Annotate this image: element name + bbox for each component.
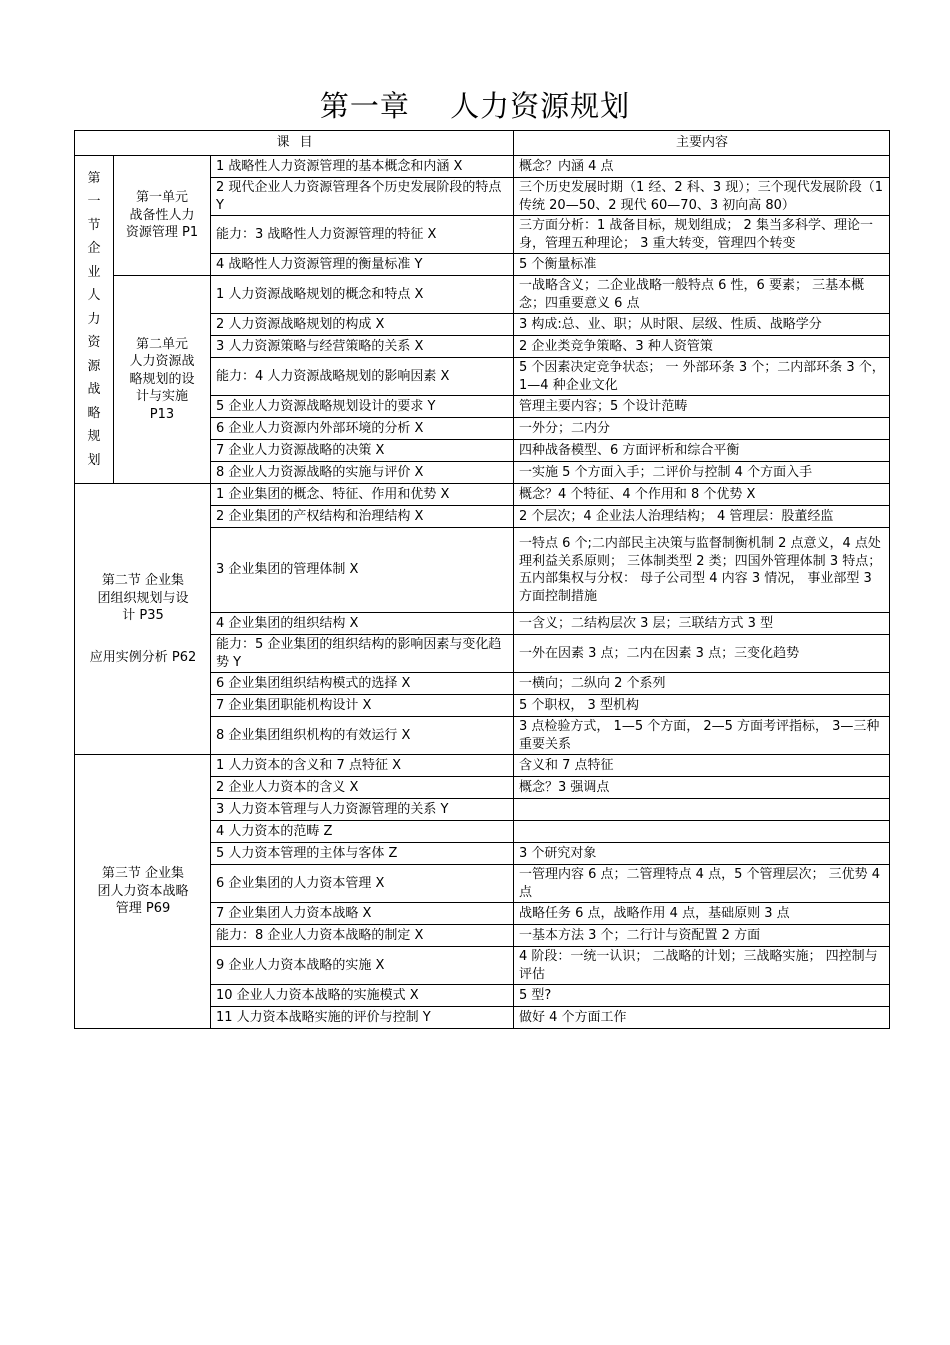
cell-line: 节 — [87, 217, 101, 233]
topic-cell: 7 企业集团人力资本战略 X — [211, 903, 514, 925]
topic-cell: 3 人力资源策略与经营策略的关系 X — [211, 336, 514, 358]
case-analysis-label: 应用实例分析 P62 — [89, 649, 197, 665]
cell-line: 源 — [87, 358, 101, 374]
cell-line: 第三节 企业集 — [101, 866, 185, 882]
header-content: 主要内容 — [514, 131, 890, 156]
cell-line: 战 — [87, 382, 101, 398]
content-cell: 2 个层次；4 企业法人治理结构； 4 管理层：股董经监 — [514, 506, 890, 528]
content-cell: 3 构成:总、业、职；从时限、层级、性质、战略学分 — [514, 314, 890, 336]
topic-cell: 1 人力资本的含义和 7 点特征 X — [211, 755, 514, 777]
cell-line: 业 — [87, 264, 101, 280]
content-cell: 概念？4 个特征、4 个作用和 8 个优势 X — [514, 484, 890, 506]
topic-cell: 能力：4 人力资源战略规划的影响因素 X — [211, 358, 514, 396]
content-cell: 含义和 7 点特征 — [514, 755, 890, 777]
unit-1-name — [114, 156, 211, 276]
header-course: 课 目 — [75, 131, 514, 156]
spacer — [80, 625, 206, 649]
cell-line: 计与实施 — [135, 389, 188, 405]
cell-line: P13 — [149, 406, 175, 422]
topic-cell: 5 人力资本管理的主体与客体 Z — [211, 843, 514, 865]
section-3-name — [75, 755, 211, 1029]
content-cell: 概念？内涵 4 点 — [514, 156, 890, 178]
topic-cell: 4 企业集团的组织结构 X — [211, 613, 514, 635]
cell-line: 管理 P69 — [115, 901, 171, 917]
topic-cell: 8 企业人力资源战略的实施与评价 X — [211, 462, 514, 484]
topic-cell: 1 人力资源战略规划的概念和特点 X — [211, 276, 514, 314]
topic-cell: 7 企业人力资源战略的决策 X — [211, 440, 514, 462]
cell-line: 第一单元 — [135, 190, 188, 206]
table-row — [75, 276, 890, 314]
content-cell: 一特点 6 个;二内部民主决策与监督制衡机制 2 点意义，4 点处理利益关系原则； 三体制类型 2 类；四国外管理体制 3 特点；五内部集权与分权： 母子公司型 4 内容 3 情况， 事业部型 3 方面控制措施 — [514, 528, 890, 613]
content-cell: 3 个研究对象 — [514, 843, 890, 865]
content-cell: 一管理内容 6 点；二管理特点 4 点，5 个管理层次； 三优势 4 点 — [514, 865, 890, 903]
content-cell: 5 个职权， 3 型机构 — [514, 695, 890, 717]
topic-cell: 2 企业人力资本的含义 X — [211, 777, 514, 799]
cell-line: 规 — [87, 429, 101, 445]
topic-cell: 6 企业人力资源内外部环境的分析 X — [211, 418, 514, 440]
content-cell: 5 个衡量标准 — [514, 254, 890, 276]
cell-line: 第二节 企业集 — [101, 573, 185, 588]
content-cell: 一外在因素 3 点；二内在因素 3 点；三变化趋势 — [514, 635, 890, 673]
cell-line: 第 — [87, 170, 101, 186]
content-cell: 2 企业类竞争策略、3 种人资管策 — [514, 336, 890, 358]
topic-cell: 2 企业集团的产权结构和治理结构 X — [211, 506, 514, 528]
content-cell: 四种战备模型、6 方面评析和综合平衡 — [514, 440, 890, 462]
cell-line: 资 — [87, 335, 101, 351]
section-1-name — [75, 156, 114, 484]
table-row — [75, 755, 890, 777]
cell-line: 第二单元 — [135, 336, 188, 352]
topic-cell: 9 企业人力资本战略的实施 X — [211, 947, 514, 985]
content-cell: 做好 4 个方面工作 — [514, 1007, 890, 1029]
content-cell: 一实施 5 个方面入手；二评价与控制 4 个方面入手 — [514, 462, 890, 484]
topic-cell: 3 人力资本管理与人力资源管理的关系 Y — [211, 799, 514, 821]
content-cell: 一战略含义；二企业战略一般特点 6 性，6 要素； 三基本概念；四重要意义 6 点 — [514, 276, 890, 314]
unit-2-name — [114, 276, 211, 484]
page-title: 第一章 人力资源规划 — [319, 89, 631, 123]
cell-line: 力 — [87, 311, 101, 327]
course-outline-table — [74, 130, 890, 1029]
content-cell: 三个历史发展时期（1 经、2 科、3 现）；三个现代发展阶段（1 传统 20—50、2 现代 60—70、3 初向高 80） — [514, 178, 890, 216]
cell-line: 团人力资本战略 — [97, 883, 189, 899]
content-cell: 概念？3 强调点 — [514, 777, 890, 799]
topic-cell: 7 企业集团职能机构设计 X — [211, 695, 514, 717]
cell-line: 资源管理 P1 — [125, 225, 199, 241]
content-cell: 战略任务 6 点，战略作用 4 点，基础原则 3 点 — [514, 903, 890, 925]
topic-cell: 8 企业集团组织机构的有效运行 X — [211, 717, 514, 755]
content-cell: 管理主要内容；5 个设计范畴 — [514, 396, 890, 418]
table-body — [75, 131, 890, 1029]
cell-line: 略 — [87, 405, 101, 421]
topic-cell: 3 企业集团的管理体制 X — [211, 528, 514, 613]
content-cell: 一横向；二纵向 2 个系列 — [514, 673, 890, 695]
topic-cell: 6 企业集团组织结构模式的选择 X — [211, 673, 514, 695]
topic-cell: 1 企业集团的概念、特征、作用和优势 X — [211, 484, 514, 506]
table-row — [75, 156, 890, 178]
section-2-name — [75, 484, 211, 755]
content-cell: 5 型? — [514, 985, 890, 1007]
topic-cell: 1 战略性人力资源管理的基本概念和内涵 X — [211, 156, 514, 178]
content-cell: 一含义；二结构层次 3 层；三联结方式 3 型 — [514, 613, 890, 635]
topic-cell: 能力：3 战略性人力资源管理的特征 X — [211, 216, 514, 254]
content-cell: 一外分；二内分 — [514, 418, 890, 440]
content-cell: 5 个因素决定竞争状态； 一 外部环条 3 个；二内部环条 3 个，1—4 种企业文化 — [514, 358, 890, 396]
topic-cell: 能力：8 企业人力资本战略的制定 X — [211, 925, 514, 947]
cell-line: 人 — [87, 288, 101, 304]
table-row — [75, 484, 890, 506]
topic-cell: 2 现代企业人力资源管理各个历史发展阶段的特点 Y — [211, 178, 514, 216]
cell-line: 团组织规划与设 — [97, 590, 189, 606]
content-cell: 一基本方法 3 个；二行计与资配置 2 方面 — [514, 925, 890, 947]
topic-cell: 4 人力资本的范畴 Z — [211, 821, 514, 843]
content-cell: 4 阶段：一统一认识； 二战略的计划；三战略实施； 四控制与评估 — [514, 947, 890, 985]
content-cell — [514, 799, 890, 821]
topic-cell: 2 人力资源战略规划的构成 X — [211, 314, 514, 336]
content-cell — [514, 821, 890, 843]
table-header-row — [75, 131, 890, 156]
cell-line: 计 P35 — [122, 608, 164, 623]
topic-cell: 6 企业集团的人力资本管理 X — [211, 865, 514, 903]
cell-line: 划 — [87, 452, 101, 468]
cell-line: 略规划的设 — [129, 371, 195, 387]
cell-line: 战备性人力 — [129, 207, 195, 223]
cell-line: 企 — [87, 241, 101, 257]
topic-cell: 能力：5 企业集团的组织结构的影响因素与变化趋势 Y — [211, 635, 514, 673]
cell-line: 人力资源战 — [129, 354, 195, 370]
cell-line: 一 — [87, 194, 101, 210]
topic-cell: 5 企业人力资源战略规划设计的要求 Y — [211, 396, 514, 418]
content-cell: 3 点检验方式， 1—5 个方面， 2—5 方面考评指标， 3—三种重要关系 — [514, 717, 890, 755]
topic-cell: 11 人力资本战略实施的评价与控制 Y — [211, 1007, 514, 1029]
topic-cell: 10 企业人力资本战略的实施模式 X — [211, 985, 514, 1007]
content-cell: 三方面分析：1 战备目标，规划组成； 2 集当多科学、理论一身，管理五种理论； 3 重大转变，管理四个转变 — [514, 216, 890, 254]
topic-cell: 4 战略性人力资源管理的衡量标准 Y — [211, 254, 514, 276]
